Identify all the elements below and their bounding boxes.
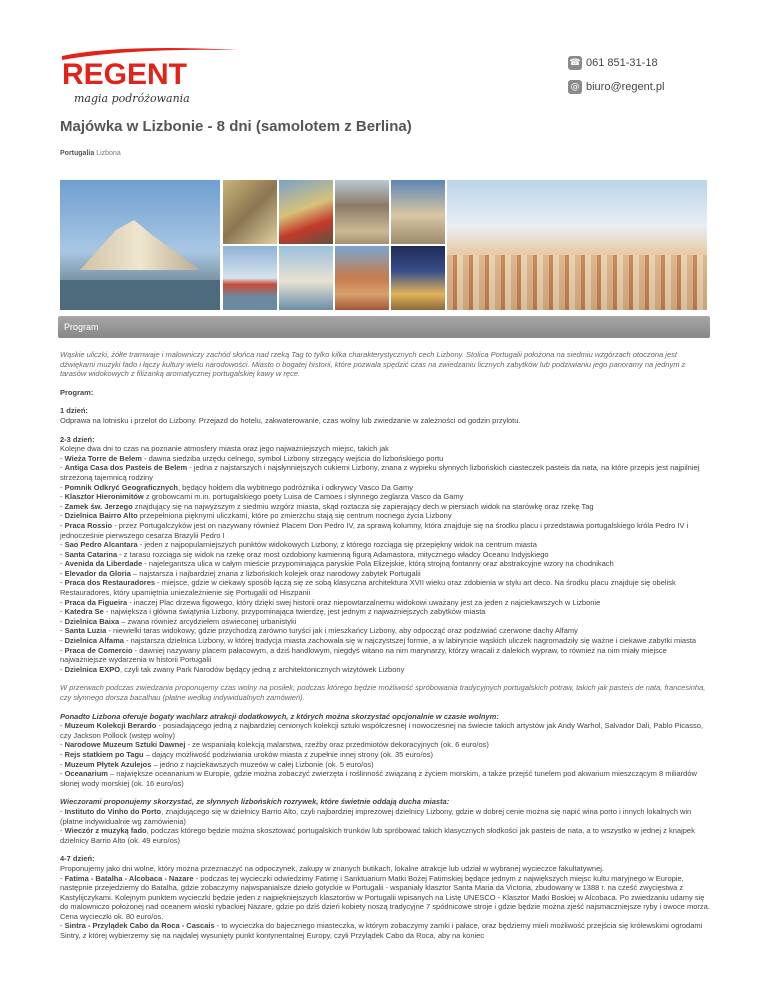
list-item: - Muzeum Kolekcji Berardo - posiadającego jedną z najbardziej cenionych kolekcji sztuki współczesnej i nowoczesnej na świecie takich artystów jak Andy Warhol, Salvador Dali, Pablo Picasso, czy Jackson Pollock (wstęp wolny) (60, 721, 703, 740)
breadcrumb-country[interactable]: Portugalia (60, 150, 95, 157)
list-item-desc: - miejsce, gdzie w ciekawy sposób łączą się ze sobą klasyczna architektura XVII wieku oraz zdobienia w stylu art deco. Na środku placu znajduje się obelisk Restauradores, który upamiętnia uniezależnienie się Portugalii od Hiszpanii (60, 578, 676, 598)
list-item: - Santa Catarina - z tarasu rozciąga się widok na rzekę oraz most ozdobiony kamienną figurą Adamastora, mitycznego władcy Oceanu Indyjskiego (60, 549, 549, 559)
list-item-desc: - jedna z najstarszych i najsłynniejszych cukierni Lizbony, znana z wypieku słynnych lizbońskich ciasteczek pasteis da nata, na które przepis jest najpilniej strzeżoną tajemnicą rodziny (60, 463, 700, 482)
intro-text: Wąskie uliczki, żółte tramwaje i malowniczy zachód słońca nad rzeką Tag to tylko kilka charakterystycznych cech Lizbony. Stolica Portugalii położona na siedmiu wzgórzach otoczona jest dźwiękami muzyki fado i łączy kultury wielu narodowości. Miasto o bogatej historii, które pozwala spędzić czas na zwiedzaniu licznych zabytków lub podziwianiu jego panoramy na jednym z tarasów widokowych z filiżanką aromatycznej portugalskiej kawy w ręce. (60, 350, 686, 379)
extras-list (60, 721, 710, 788)
contact-box (568, 52, 664, 100)
list-item-desc: - najelegantsza ulica w całym mieście przypominająca paryskie Pola Elizejskie, którą strojną fontanny oraz abstrakcyjne wzory na chodnikach (142, 559, 614, 569)
phone-number[interactable]: 061 851-31-18 (586, 57, 658, 69)
list-item: - Oceanarium – największe oceanarium w Europie, gdzie można zobaczyć zwierzęta i roślinność związaną z życiem morskim, a także przejść tunelem pod akwarium mieszczącym 8 miliardów słonej wody morskiej (ok. 16 euro/os) (60, 769, 697, 788)
list-item: - Sintra - Przylądek Cabo da Roca - Cascais - to wycieczka do bajecznego miasteczka, w którym zobaczymy zamki i pałace, oraz będziemy mieli możliwość przejścia się królewskimi ogrodami Sintry, z której wybierzemy się na najdalej wysunięty punkt kontynentalnej Europy, czyli Przylądek Cabo da Roca, aby na koniec (60, 921, 703, 941)
list-item: - Narodowe Muzeum Sztuki Dawnej - ze wspaniałą kolekcją malarstwa, rzeźby oraz przedmiotów dekoracyjnych (ok. 6 euro/os) (60, 740, 489, 750)
list-item: - Pomnik Odkryć Geograficznych, będący hołdem dla wybitnego podróżnika i odkrywcy Vasco Da Gamy (60, 482, 413, 492)
list-item-desc: – zwana również arcydziełem oświeconej urbanistyki (119, 616, 297, 626)
list-item-desc: – najstarsza i najbardziej znana z lizbońskich kolejek oraz narodowy zabytek Portugalii (130, 568, 421, 578)
list-item-name: Santa Luzia (64, 626, 107, 636)
breadcrumb-city[interactable]: Lizbona (96, 150, 121, 157)
photo-gallery (60, 180, 708, 310)
evening-heading: Wieczorami proponujemy skorzystać, ze słynnych lizbońskich rozrywek, które świetnie oddają ducha miasta: (60, 797, 450, 807)
list-item: - Muzeum Płytek Azulejos – jedno z najciekawszych muzeów w całej Lizbonie (ok. 5 euro/os) (60, 759, 374, 769)
program-content (60, 350, 710, 950)
day-4-7-section (60, 854, 710, 940)
list-item-name: Antiga Casa dos Pasteis de Belem (64, 463, 188, 473)
list-item-desc: - podczas tej wycieczki odwiedzimy Fatimę i Sanktuarium Matki Bożej Fatimskiej będące jednym z największych miejsc kultu maryjnego w Europie, następnie przejedziemy do Batalha, gdzie zobaczymy najwspanialsze dzieło gotyckie w Portugalii - wspaniały klasztor Santa Maria da Victoria, zbudowany w 1388 r. na cześć zwycięstwa z Kastylijczykami. Kolejnym punktem wycieczki będzie jeden z najpiękniejszych klasztorów w Portugalii wpisanych na Listę UNESCO - Klasztor Matki Boskiej w Alcobaca. Po zwiedzaniu udamy się do malowniczo położonej nad oceanem wioski rybackiej Nazare, gdzie po dziś dzień kobiety noszą tradycyjne 7 spódnicowe stroje i gdzie będzie można zjeść najsmaczniejsze ryby i owoce morza. Cena wycieczki ok. 80 euro/os. (60, 873, 710, 921)
day-4-7-list (60, 874, 710, 941)
phone-row (568, 52, 664, 74)
day-2-3-heading: 2-3 dzień: (60, 434, 95, 444)
list-item: - Praca Rossio - przez Portugalczyków jest on nazywany również Placem Don Pedro IV, za sprawą kolumny, która znajduje się na środku placu i przedstawia portugalskiego króla Pedro IV i jednocześnie pierwszego cesarza Brazylii Pedro I (60, 520, 689, 540)
list-item-name: Santa Catarina (64, 549, 118, 559)
program-label: Program: (60, 387, 94, 397)
day-1-text: Odprawa na lotnisku i przelot do Lizbony. Przejazd do hotelu, zakwaterowanie, czas wolny lub zwiedzanie w zależności od godzin przylotu. (60, 415, 521, 425)
list-item: - Instituto do Vinho do Porto, znajdującego się w dzielnicy Barrio Alto, czyli najbardziej imprezowej dzielnicy Lizbony, gdzie w dobrej cenie można się napić wina porto i innych lokalnych win (płatne indywidualnie wg zamówienia) (60, 806, 692, 826)
list-item-desc: znajdujący się na najwyższym z siedmiu wzgórz miasta, skąd roztacza się zapierający dech w piersiach widok na starówkę oraz rzekę Tag (132, 501, 594, 511)
list-item-desc: – dający możliwość podziwiania uroków miasta z zupełnie innej strony (ok. 35 euro/os) (143, 749, 433, 759)
list-item: - Dzielnica Baixa – zwana również arcydziełem oświeconej urbanistyki (60, 616, 297, 626)
day-2-3-list (60, 454, 710, 675)
list-item-name: Sao Pedro Alcantara (64, 540, 138, 550)
list-item-name: Katedra Se (64, 607, 104, 617)
breadcrumb (60, 150, 121, 157)
list-item-desc: , podczas którego będzie można skosztować portugalskich trunków lub spróbować takich klasycznych słodkości jak pasteis de nata, a to wszystko w jednej z knajpek dzielnicy Barrio Alto (ok. 49 euro/os) (60, 826, 695, 845)
extras-heading: Ponadto Lizbona oferuje bogaty wachlarz atrakcji dodatkowych, z których można skorzystać opcjonalnie w czasie wolnym: (60, 711, 499, 721)
list-item: - Wieczór z muzyką fado, podczas którego będzie można skosztować portugalskich trunków lub spróbować takich klasycznych słodkości jak pasteis de nata, a to wszystko w jednej z knajpek dzielnicy Barrio Alto (ok. 49 euro/os) (60, 826, 695, 845)
photo-bridge[interactable] (223, 246, 277, 310)
list-item: - Klasztor Hieronimitów z grobowcami m.in. portugalskiego poety Luisa de Camoes i słynnego żeglarza Vasco da Gamy (60, 492, 464, 502)
list-item-name: Wieża Torre de Belem (64, 453, 142, 463)
list-item-desc: , czyli tak zwany Park Narodów będący jedną z architektonicznych wizytówek Lizbony (120, 664, 405, 674)
photo-city-view[interactable] (447, 180, 707, 310)
list-item-name: Dzielnica Bairro Alto (64, 511, 138, 521)
list-item-desc: – jedno z najciekawszych muzeów w całej Lizbonie (ok. 5 euro/os) (151, 759, 374, 769)
day-2-3-text: Kolejne dwa dni to czas na poznanie atmosfery miasta oraz jego najważniejszych miejsc, takich jak (60, 444, 389, 454)
list-item-name: Praca Rossio (64, 520, 113, 530)
list-item: - Elevador da Gloria – najstarsza i najbardziej znana z lizbońskich kolejek oraz narodowy zabytek Portugalii (60, 568, 421, 578)
list-item-desc: - posiadającego jedną z najbardziej cenionych kolekcji sztuki współczesnej i nowoczesnej na świecie takich artystów jak Andy Warhol, Salvador Dali, Pablo Picasso, czy Jackson Pollock (wstęp wolny) (60, 721, 703, 740)
day-4-7-heading: 4-7 dzień: (60, 854, 95, 864)
photo-tram[interactable] (279, 180, 333, 244)
list-item-name: Dzielnica Alfama (64, 636, 124, 646)
list-item: - Wieża Torre de Belem - dawna siedziba urzędu celnego, symbol Lizbony strzegący wejścia do lizbońskiego portu (60, 453, 444, 463)
email-icon: @ (568, 80, 582, 94)
list-item: - Antiga Casa dos Pasteis de Belem - jedna z najstarszych i najsłynniejszych cukierni Lizbony, znana z wypieku słynnych lizbońskich ciasteczek pasteis da nata, na które przepis jest najpilniej strzeżoną tajemnicą rodziny (60, 463, 700, 482)
list-item-name: Sintra - Przylądek Cabo da Roca - Cascais (64, 921, 215, 931)
list-item-desc: - jeden z najpopularniejszych punktów widokowych Lizbony, z którego rozciąga się przepiękny widok na centrum miasta (137, 540, 537, 550)
list-item-name: Dzielnica EXPO (64, 664, 121, 674)
photo-stairs[interactable] (335, 180, 389, 244)
list-item: - Avenida da Liberdade - najelegantsza ulica w całym mieście przypominająca paryskie Pola Elizejskie, którą strojną fontanny oraz abstrakcyjne wzory na chodnikach (60, 559, 614, 569)
extras-section (60, 712, 710, 789)
list-item-name: Narodowe Muzeum Sztuki Dawnej (64, 740, 186, 750)
photo-harbour[interactable] (279, 246, 333, 310)
list-item: - Dzielnica EXPO, czyli tak zwany Park Narodów będący jedną z architektonicznych wizytówek Lizbony (60, 664, 405, 674)
list-item-desc: - największa i główna świątynia Lizbony, przypominająca twierdzę, jest jednym z najważniejszych zabytków miasta (103, 607, 486, 617)
list-item-name: Wieczór z muzyką fado (64, 826, 147, 836)
list-item-desc: - dawna siedziba urzędu celnego, symbol Lizbony strzegący wejścia do lizbońskiego portu (141, 453, 444, 463)
phone-icon: ☎ (569, 58, 581, 68)
photo-monument[interactable] (60, 180, 220, 310)
list-item: - Santa Luzia - niewielki taras widokowy, gdzie przychodzą zarówno turyści jak i mieszkańcy Lizbony, aby odpocząć oraz podziwiać czerwone dachy Alfamy (60, 626, 578, 636)
regent-logo (60, 46, 240, 106)
list-item: - Dzielnica Alfama - najstarsza dzielnica Lizbony, w której tradycja miasta zachowała się w najczystszej formie, a w labiryncie wąskich uliczek nagromadziły się ważne i ciekawe zabytki miasta (60, 636, 697, 646)
evening-list (60, 807, 710, 845)
list-item-name: Rejs statkiem po Tagu (64, 749, 144, 759)
logo-wordmark: REGENT (62, 58, 188, 91)
list-item: - Praca da Figueira - inaczej Plac drzewa figowego, który dzięki swej historii oraz niepowtarzalnemu widokowi uważany jest za jeden z najciekawszych w Lizbonie (60, 597, 601, 607)
list-item-name: Zamek św. Jerzego (64, 501, 133, 511)
list-item-desc: - niewielki taras widokowy, gdzie przychodzą zarówno turyści jak i mieszkańcy Lizbony, aby odpocząć oraz podziwiać czerwone dachy Alfamy (106, 626, 578, 636)
list-item: - Praca de Comercio - dawniej nazywany placem pałacowym, a dziś handlowym, niegdyś witano na nim marynarzy, którzy wracali z dalekich wypraw, to również na nim miały miejsce najważniejsze wydarzenia w historii Portugalii (60, 645, 667, 665)
list-item-desc: , znajdującego się w dzielnicy Barrio Alto, czyli najbardziej imprezowej dzielnicy Lizbony, gdzie w dobrej cenie można się napić wina porto i innych lokalnych win (płatne indywidualnie wg zamówienia) (60, 806, 692, 826)
list-item-name: Praca da Figueira (64, 597, 128, 607)
list-item-desc: - przez Portugalczyków jest on nazywany również Placem Don Pedro IV, za sprawą kolumny, która znajduje się na środku placu i przedstawia portugalskiego króla Pedro IV i jednocześnie pierwszego cesarza Brazylii Pedro I (60, 520, 689, 540)
list-item: - Katedra Se - największa i główna świątynia Lizbony, przypominająca twierdzę, jest jednym z najważniejszych zabytków miasta (60, 607, 486, 617)
list-item-name: Pomnik Odkryć Geograficznych (64, 482, 178, 492)
list-item: - Praca dos Restauradores - miejsce, gdzie w ciekawy sposób łączą się ze sobą klasyczna architektura XVII wieku oraz zdobienia w stylu art deco. Na środku placu znajduje się obelisk Restauradores, który upamiętnia uniezależnienie się Portugalii od Hiszpanii (60, 578, 676, 598)
list-item-name: Fatima - Batalha - Alcobaca - Nazare (64, 873, 194, 883)
photo-rooftops[interactable] (335, 246, 389, 310)
list-item-name: Avenida da Liberdade (64, 559, 143, 569)
lunch-note: W przerwach podczas zwiedzania proponujemy czas wolny na posiłek, podczas którego będzie możliwość spróbowania tradycyjnych portugalskich potraw, takich jak pasteis de nata, francesinha, czy słynnego dorsza bacalhau (płatne według indywidualnych zamówień). (60, 683, 706, 702)
list-item-name: Praca de Comercio (64, 645, 133, 655)
logo-tagline: magia podróżowania (74, 92, 190, 105)
list-item-desc: z grobowcami m.in. portugalskiego poety Luisa de Camoes i słynnego żeglarza Vasco da Gamy (143, 492, 464, 502)
list-item-desc: - ze wspaniałą kolekcją malarstwa, rzeźby oraz przedmiotów dekoracyjnych (ok. 6 euro/os) (185, 740, 489, 750)
list-item-desc: - dawniej nazywany placem pałacowym, a dziś handlowym, niegdyś witano na nim marynarzy, którzy wracali z dalekich wypraw, to również na nim miały miejsce najważniejsze wydarzenia w historii Portugalii (60, 645, 667, 665)
list-item: - Fatima - Batalha - Alcobaca - Nazare - podczas tej wycieczki odwiedzimy Fatimę i Sanktuarium Matki Bożej Fatimskiej będące jednym z największych miejsc kultu maryjnego w Europie, następnie przejedziemy do Batalha, gdzie zobaczymy najwspanialsze dzieło gotyckie w Portugalii - wspaniały klasztor Santa Maria da Victoria, zbudowany w 1388 r. na cześć zwycięstwa z Kastylijczykami. Kolejnym punktem wycieczki będzie jeden z najpiękniejszych klasztorów w Portugalii wpisanych na Listę UNESCO - Klasztor Matki Boskiej w Alcobaca. Po zwiedzaniu udamy się do malowniczo położonej nad oceanem wioski rybackiej Nazare, gdzie po dziś dzień kobiety noszą tradycyjne 7 spódnicowe stroje i gdzie będzie można zjeść najsmaczniejsze ryby i owoce morza. Cena wycieczki ok. 80 euro/os. (60, 873, 710, 921)
day-2-3-section (60, 435, 710, 675)
list-item: - Rejs statkiem po Tagu – dający możliwość podziwiania uroków miasta z zupełnie innej strony (ok. 35 euro/os) (60, 749, 433, 759)
list-item-desc: , będący hołdem dla wybitnego podróżnika i odkrywcy Vasco Da Gamy (177, 482, 413, 492)
photo-night-square[interactable] (391, 246, 445, 310)
day-1-heading: 1 dzień: (60, 406, 88, 416)
list-item: - Zamek św. Jerzego znajdujący się na najwyższym z siedmiu wzgórz miasta, skąd roztacza się zapierający dech w piersiach widok na starówkę oraz rzekę Tag (60, 501, 594, 511)
list-item-desc: – największe oceanarium w Europie, gdzie można zobaczyć zwierzęta i roślinność związaną z życiem morskim, a także przejść tunelem pod akwarium mieszczącym 8 miliardów słonej wody morskiej (ok. 16 euro/os) (60, 769, 697, 788)
list-item-name: Elevador da Gloria (64, 568, 131, 578)
list-item-desc: - to wycieczka do bajecznego miasteczka, w którym zobaczymy zamki i pałace, oraz będziemy mieli możliwość przejścia się królewskimi ogrodami Sintry, z której wybierzemy się na najdalej wysunięty punkt kontynentalnej Europy, czyli Przylądek Cabo da Roca, aby na koniec (60, 921, 703, 941)
list-item: - Sao Pedro Alcantara - jeden z najpopularniejszych punktów widokowych Lizbony, z którego rozciąga się przepiękny widok na centrum miasta (60, 540, 537, 550)
list-item-desc: - inaczej Plac drzewa figowego, który dzięki swej historii oraz niepowtarzalnemu widokowi uważany jest za jeden z najciekawszych w Lizbonie (127, 597, 601, 607)
list-item-name: Klasztor Hieronimitów (64, 492, 144, 502)
program-header-bar[interactable]: Program (58, 316, 710, 338)
page-title: Majówka w Lizbonie - 8 dni (samolotem z Berlina) (60, 118, 412, 135)
list-item-name: Oceanarium (64, 769, 108, 779)
photo-street[interactable] (223, 180, 277, 244)
list-item-desc: - z tarasu rozciąga się widok na rzekę oraz most ozdobiony kamienną figurą Adamastora, mitycznego władcy Oceanu Indyjskiego (117, 549, 549, 559)
list-item-desc: przepełniona pięknymi uliczkami, które po zmierzchu stają się centrum nocnego życia Lizbony (137, 511, 452, 521)
list-item-name: Muzeum Płytek Azulejos (64, 759, 152, 769)
list-item-name: Praca dos Restauradores (64, 578, 156, 588)
list-item-name: Dzielnica Baixa (64, 616, 120, 626)
list-item: - Dzielnica Bairro Alto przepełniona pięknymi uliczkami, które po zmierzchu stają się centrum nocnego życia Lizbony (60, 511, 452, 521)
day-1-section (60, 406, 710, 425)
photo-cathedral[interactable] (391, 180, 445, 244)
email-row (568, 76, 664, 98)
day-4-7-text: Proponujemy jako dni wolne, który można przeznaczyć na odpoczynek, zakupy w znanych butikach, lokalne atrakcje lub udział w wybranej wycieczce fakultatywnej. (60, 863, 605, 873)
evening-section (60, 797, 710, 845)
list-item-desc: - najstarsza dzielnica Lizbony, w której tradycja miasta zachowała się w najczystszej formie, a w labiryncie wąskich uliczek nagromadziły się ważne i ciekawe zabytki miasta (123, 636, 697, 646)
list-item-name: Muzeum Kolekcji Berardo (64, 721, 157, 731)
list-item-name: Instituto do Vinho do Porto (64, 806, 162, 816)
email-address[interactable]: biuro@regent.pl (586, 81, 665, 93)
